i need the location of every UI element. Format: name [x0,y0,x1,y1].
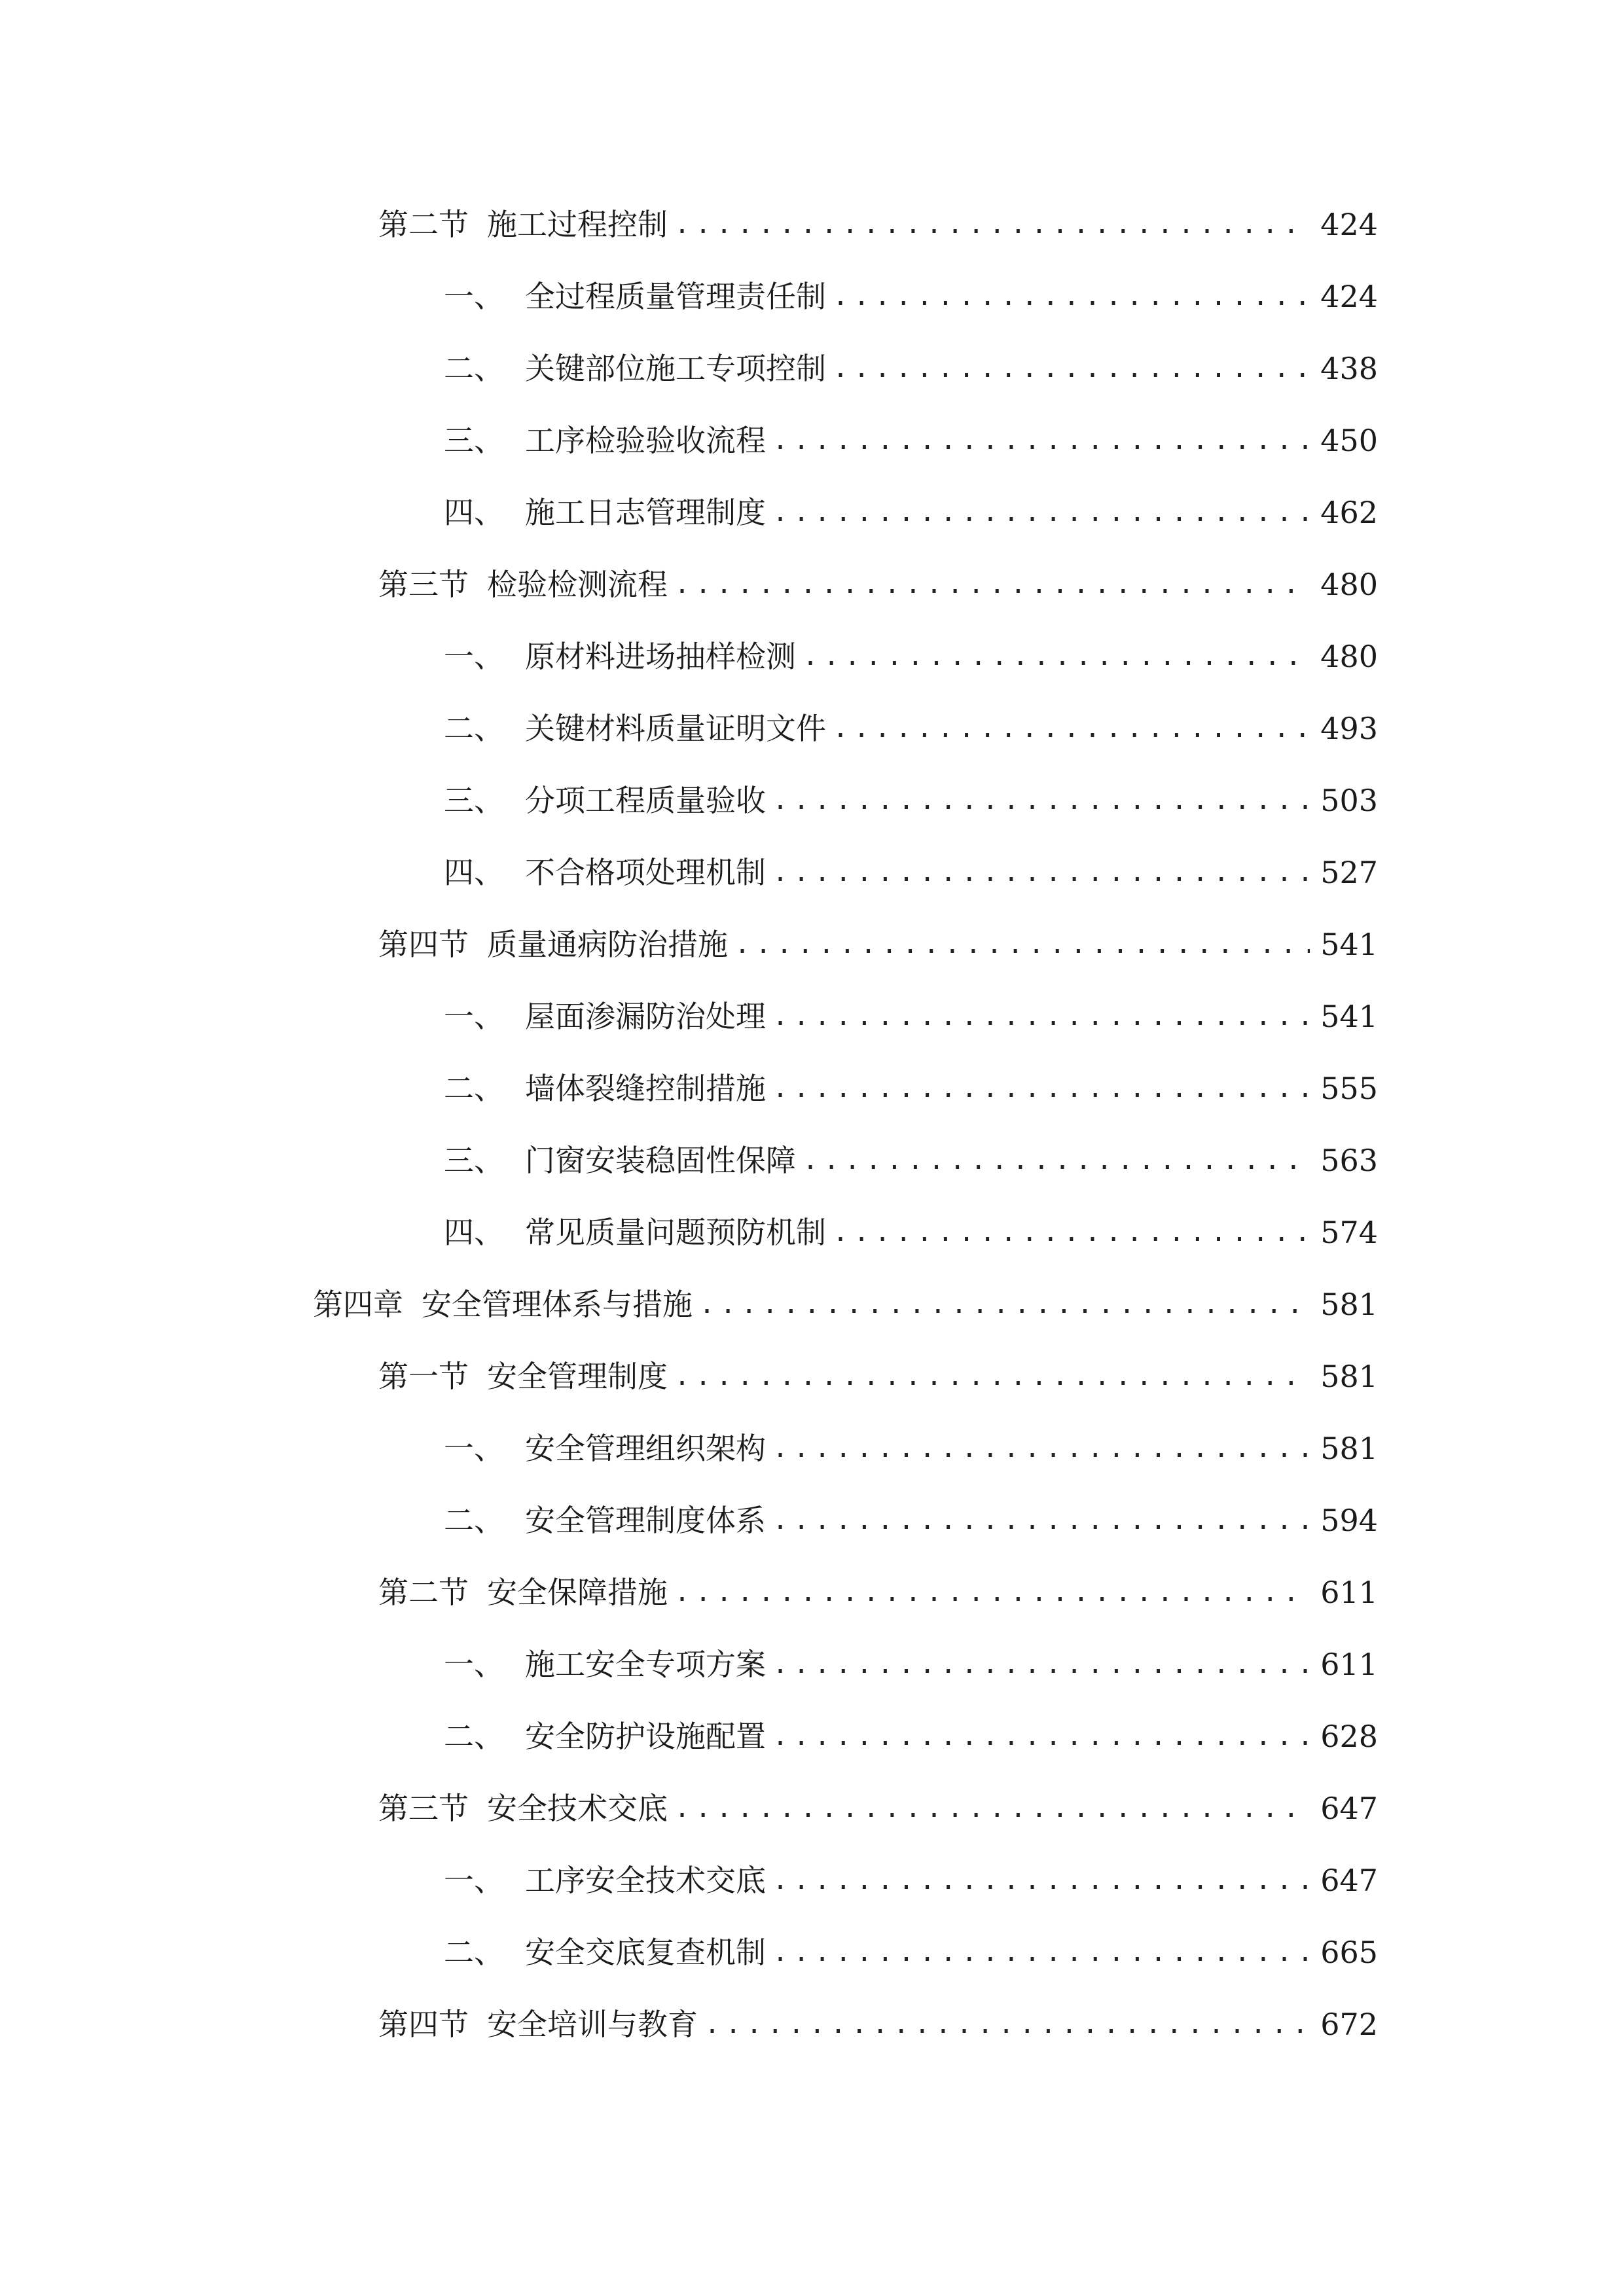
toc-entry-page-number: 647 [1320,1791,1378,1826]
toc-entry-page-number: 574 [1320,1215,1378,1250]
dot-leader [674,1363,1310,1390]
toc-entry-number: 二、 [444,1935,504,1970]
toc-entry-page-number: 527 [1320,855,1378,890]
toc-entry-title: 安全防护设施配置 [525,1719,766,1754]
toc-entry-page-number: 450 [1320,423,1378,458]
toc-entry-title: 全过程质量管理责任制 [525,279,826,314]
toc-entry-title: 门窗安装稳固性保障 [525,1143,796,1178]
toc-entry-item[interactable] [0,692,1624,764]
toc-entry-title: 施工安全专项方案 [525,1647,766,1682]
toc-entry-page-number: 480 [1320,567,1378,602]
toc-entry-number: 二、 [444,1071,504,1106]
toc-entry-section[interactable] [0,1556,1624,1628]
toc-entry-number: 第三节 [378,567,469,602]
toc-entry-title: 原材料进场抽样检测 [525,639,796,674]
toc-entry-page-number: 611 [1320,1647,1378,1682]
toc-entry-title: 关键材料质量证明文件 [525,711,826,746]
dot-leader [772,499,1310,526]
dot-leader [772,1507,1310,1534]
toc-entry-number: 四、 [444,495,504,530]
toc-entry-number: 一、 [444,999,504,1034]
toc-entry-title: 安全管理制度 [487,1359,668,1394]
toc-entry-page-number: 493 [1320,711,1378,746]
table-of-contents [0,188,1624,2060]
toc-entry-title: 安全交底复查机制 [525,1935,766,1970]
toc-entry-number: 一、 [444,639,504,674]
toc-entry-section[interactable] [0,188,1624,260]
toc-entry-page-number: 647 [1320,1863,1378,1898]
dot-leader [674,211,1310,238]
dot-leader [772,787,1310,814]
toc-entry-title: 工序安全技术交底 [525,1863,766,1898]
dot-leader [772,1435,1310,1462]
toc-entry-page-number: 611 [1320,1575,1378,1610]
toc-entry-number: 第二节 [378,1575,469,1610]
dot-leader [699,1291,1310,1318]
toc-entry-section[interactable] [0,908,1624,980]
dot-leader [704,2011,1310,2037]
dot-leader [833,355,1310,382]
toc-entry-title: 关键部位施工专项控制 [525,351,826,386]
toc-entry-title: 安全保障措施 [487,1575,668,1610]
toc-entry-number: 第四节 [378,927,469,962]
toc-entry-page-number: 563 [1320,1143,1378,1178]
toc-entry-page-number: 594 [1320,1503,1378,1538]
dot-leader [772,1939,1310,1965]
toc-entry-title: 墙体裂缝控制措施 [525,1071,766,1106]
toc-entry-chapter[interactable] [0,1268,1624,1340]
toc-entry-number: 第二节 [378,207,469,242]
dot-leader [803,643,1310,670]
toc-entry-title: 安全培训与教育 [487,2007,698,2042]
toc-entry-item[interactable] [0,1124,1624,1196]
toc-entry-title: 检验检测流程 [487,567,668,602]
dot-leader [833,1219,1310,1246]
toc-entry-item[interactable] [0,260,1624,332]
toc-entry-item[interactable] [0,836,1624,908]
toc-entry-item[interactable] [0,1844,1624,1916]
dot-leader [833,283,1310,310]
toc-entry-item[interactable] [0,1052,1624,1124]
dot-leader [772,427,1310,454]
toc-entry-page-number: 581 [1320,1287,1378,1322]
toc-entry-number: 一、 [444,1431,504,1466]
toc-entry-number: 三、 [444,783,504,818]
toc-entry-item[interactable] [0,332,1624,404]
toc-entry-item[interactable] [0,1916,1624,1988]
toc-entry-title: 安全管理体系与措施 [422,1287,693,1322]
toc-entry-title: 工序检验验收流程 [525,423,766,458]
dot-leader [674,571,1310,598]
toc-entry-page-number: 665 [1320,1935,1378,1970]
toc-entry-item[interactable] [0,764,1624,836]
toc-entry-item[interactable] [0,404,1624,476]
toc-entry-item[interactable] [0,620,1624,692]
toc-entry-page-number: 541 [1320,999,1378,1034]
toc-entry-section[interactable] [0,1340,1624,1412]
dot-leader [674,1795,1310,1821]
toc-entry-page-number: 480 [1320,639,1378,674]
toc-entry-page-number: 628 [1320,1719,1378,1754]
toc-entry-item[interactable] [0,476,1624,548]
toc-entry-item[interactable] [0,1628,1624,1700]
toc-entry-title: 施工过程控制 [487,207,668,242]
toc-entry-number: 二、 [444,1503,504,1538]
toc-entry-number: 四、 [444,1215,504,1250]
dot-leader [833,715,1310,742]
toc-entry-item[interactable] [0,1196,1624,1268]
toc-entry-title: 安全管理制度体系 [525,1503,766,1538]
dot-leader [772,859,1310,886]
dot-leader [772,1723,1310,1749]
dot-leader [772,1867,1310,1893]
dot-leader [772,1075,1310,1102]
toc-entry-title: 不合格项处理机制 [525,855,766,890]
dot-leader [772,1651,1310,1677]
dot-leader [674,1579,1310,1605]
toc-entry-number: 第四章 [313,1287,403,1322]
toc-entry-page-number: 424 [1320,279,1378,314]
toc-entry-page-number: 503 [1320,783,1378,818]
toc-entry-title: 安全技术交底 [487,1791,668,1826]
toc-entry-title: 常见质量问题预防机制 [525,1215,826,1250]
toc-entry-number: 第一节 [378,1359,469,1394]
toc-entry-number: 三、 [444,423,504,458]
toc-entry-number: 一、 [444,279,504,314]
toc-entry-number: 第三节 [378,1791,469,1826]
toc-entry-section[interactable] [0,1988,1624,2060]
toc-entry-section[interactable] [0,1772,1624,1844]
toc-entry-number: 二、 [444,1719,504,1754]
toc-entry-page-number: 555 [1320,1071,1378,1106]
toc-entry-number: 二、 [444,711,504,746]
toc-entry-item[interactable] [0,1700,1624,1772]
toc-entry-number: 一、 [444,1863,504,1898]
toc-entry-item[interactable] [0,980,1624,1052]
toc-entry-title: 安全管理组织架构 [525,1431,766,1466]
dot-leader [734,931,1310,958]
toc-entry-title: 质量通病防治措施 [487,927,728,962]
toc-entry-title: 分项工程质量验收 [525,783,766,818]
toc-entry-item[interactable] [0,1412,1624,1484]
toc-entry-page-number: 581 [1320,1359,1378,1394]
toc-entry-section[interactable] [0,548,1624,620]
toc-entry-page-number: 438 [1320,351,1378,386]
toc-entry-item[interactable] [0,1484,1624,1556]
toc-entry-title: 施工日志管理制度 [525,495,766,530]
toc-entry-page-number: 462 [1320,495,1378,530]
dot-leader [772,1003,1310,1030]
toc-entry-title: 屋面渗漏防治处理 [525,999,766,1034]
toc-entry-number: 四、 [444,855,504,890]
dot-leader [803,1147,1310,1174]
toc-entry-number: 一、 [444,1647,504,1682]
toc-entry-number: 二、 [444,351,504,386]
toc-entry-page-number: 541 [1320,927,1378,962]
toc-entry-page-number: 424 [1320,207,1378,242]
toc-entry-page-number: 672 [1320,2007,1378,2042]
toc-entry-number: 第四节 [378,2007,469,2042]
toc-entry-number: 三、 [444,1143,504,1178]
toc-entry-page-number: 581 [1320,1431,1378,1466]
